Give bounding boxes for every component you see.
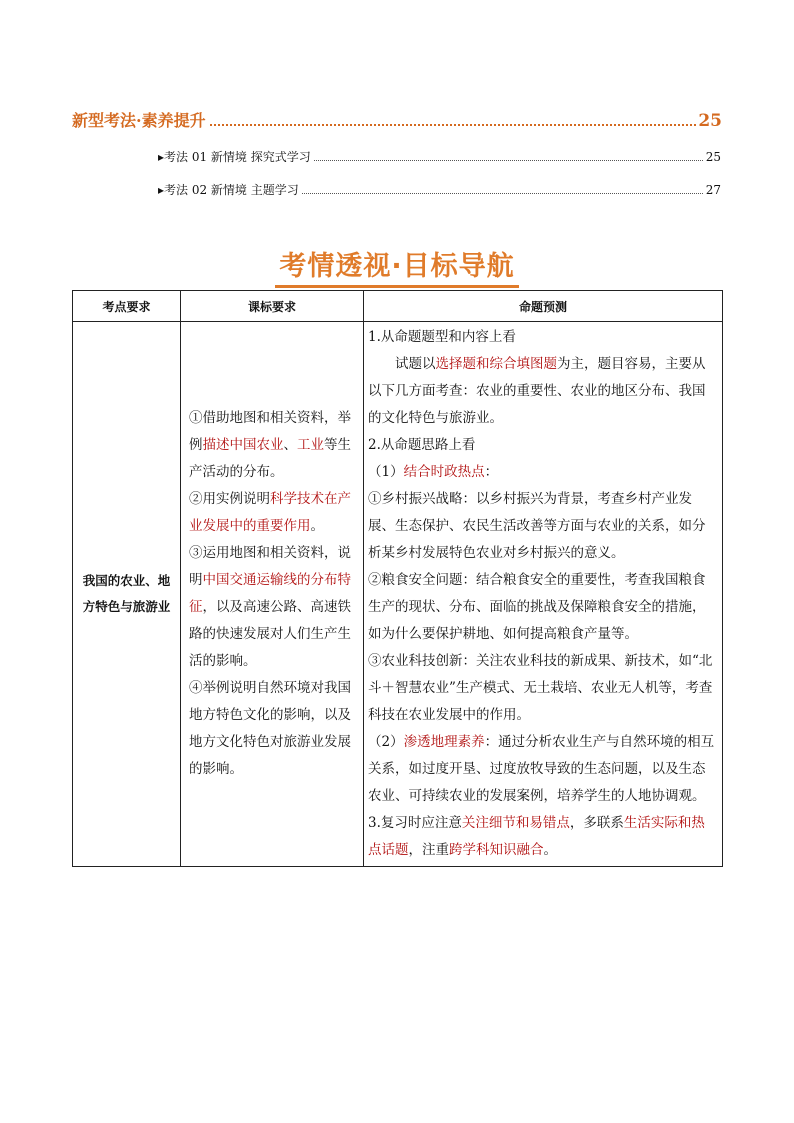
curriculum-item (189, 675, 355, 783)
header-exam-point: 考点要求 (73, 291, 181, 322)
text-run: 试题以 (395, 356, 436, 372)
toc-main-title: 新型考法·素养提升 (72, 111, 206, 130)
forecast-paragraph (368, 324, 716, 351)
section-title (0, 244, 794, 288)
highlighted-text: 关注细节和易错点 (461, 815, 570, 831)
highlighted-text: 结合时政热点 (403, 464, 485, 480)
highlighted-text: 跨学科知识融合 (449, 842, 544, 858)
text-run: 。 (543, 842, 557, 858)
toc-entry[interactable] (158, 148, 721, 166)
curriculum-cell (181, 322, 364, 867)
header-curriculum: 课标要求 (181, 291, 364, 322)
forecast-paragraph (368, 486, 716, 567)
toc-entry-label: ▸考法 02 新情境 主题学习 (158, 183, 299, 197)
text-run: ③农业科技创新：关注农业科技的新成果、新技术，如“北斗＋智慧农业”生产模式、无土栽培、农业无人机等，考查科技在农业发展中的作用。 (368, 653, 713, 723)
curriculum-item (189, 405, 355, 486)
curriculum-item (189, 540, 355, 675)
text-run: ①乡村振兴战略：以乡村振兴为背景，考查乡村产业发展、生态保护、农民生活改善等方面与农业的关系，如分析某乡村发展特色农业对乡村振兴的意义。 (368, 491, 706, 561)
highlighted-text: 生活实际和热点话题 (368, 815, 705, 858)
highlighted-text: 选择题和综合填图题 (435, 356, 557, 372)
toc-main-entry[interactable] (72, 108, 722, 130)
text-run: ，注重 (408, 842, 449, 858)
toc-entry[interactable] (158, 181, 721, 199)
toc-entry-page: 25 (705, 150, 721, 164)
section-title-text: 考情透视·目标导航 (275, 244, 518, 288)
curriculum-item (189, 486, 355, 540)
highlighted-text: 工业 (297, 437, 324, 453)
forecast-paragraph (368, 648, 716, 729)
highlighted-text: 中国交通运输线的分布特征 (189, 572, 351, 615)
text-run: ，多联系 (569, 815, 624, 831)
toc-main-page: 25 (698, 111, 722, 131)
text-run: 2.从命题思路上看 (368, 437, 476, 453)
toc-entry-page: 27 (705, 183, 721, 197)
forecast-paragraph (368, 432, 716, 459)
text-run: 1.从命题题型和内容上看 (368, 329, 516, 345)
text-run: ： (484, 464, 499, 480)
toc-dot-leader (314, 160, 703, 161)
text-run: （2） (368, 734, 404, 750)
topic-cell: 我国的农业、地方特色与旅游业 (73, 322, 181, 867)
text-run: 等生产活动的分布。 (189, 437, 351, 480)
header-forecast: 命题预测 (364, 291, 723, 322)
text-run: ②用实例说明 (189, 491, 270, 507)
toc-dot-leader (302, 193, 703, 194)
text-run: ②粮食安全问题：结合粮食安全的重要性，考查我国粮食生产的现状、分布、面临的挑战及保障粮食安全的措施，如为什么要保护耕地、如何提高粮食产量等。 (368, 572, 706, 642)
text-run: ③运用地图和相关资料，说明 (189, 545, 351, 588)
text-run: 、 (283, 437, 297, 453)
exam-analysis-table (72, 290, 723, 867)
text-run: ：通过分析农业生产与自然环境的相互关系，如过度开垦、过度放牧导致的生态问题，以及生态农业、可持续农业的发展案例，培养学生的人地协调观。 (368, 734, 715, 804)
text-run: ④举例说明自然环境对我国地方特色文化的影响，以及地方文化特色对旅游业发展的影响。 (189, 680, 351, 777)
highlighted-text: 渗透地理素养 (403, 734, 485, 750)
forecast-paragraph (368, 567, 716, 648)
text-run: ，以及高速公路、高速铁路的快速发展对人们生产生活的影响。 (189, 599, 351, 669)
forecast-paragraph (368, 729, 716, 810)
text-run: （1） (368, 464, 404, 480)
forecast-paragraph (368, 810, 716, 864)
table-header-row (73, 291, 723, 322)
forecast-cell (364, 322, 723, 867)
forecast-paragraph (368, 351, 716, 432)
toc-entry-label: ▸考法 01 新情境 探究式学习 (158, 150, 311, 164)
text-run: 。 (310, 518, 324, 534)
highlighted-text: 描述中国农业 (202, 437, 284, 453)
highlighted-text: 科学技术在产业发展中的重要作用 (189, 491, 351, 534)
text-run: 3.复习时应注意 (368, 815, 462, 831)
text-run: ①借助地图和相关资料，举例 (189, 410, 351, 453)
text-run: 为主，题目容易，主要从以下几方面考查：农业的重要性、农业的地区分布、我国的文化特色与旅游业。 (368, 356, 706, 426)
forecast-paragraph (368, 459, 716, 486)
toc-dot-leader (210, 124, 697, 126)
table-row (73, 322, 723, 867)
